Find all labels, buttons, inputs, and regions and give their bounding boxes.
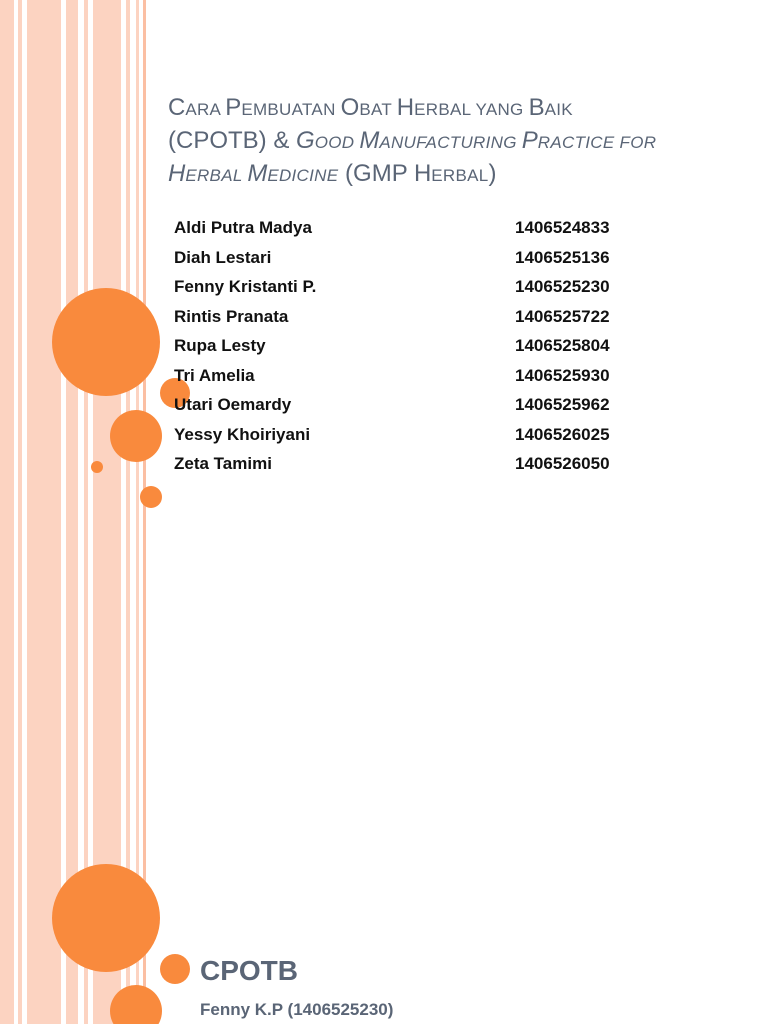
title-text-segment: H [396,94,415,121]
decorative-circle [52,288,160,396]
member-row [174,331,654,361]
title-text-segment: ERBAL [431,166,489,185]
title-text-segment: O [340,94,360,121]
member-row [174,302,654,332]
title-text-segment: P [225,94,242,121]
title-text-segment: M [247,160,268,187]
member-list [174,213,654,479]
stripe [18,0,22,1024]
title-text-segment: B [528,94,545,121]
decorative-circle [140,486,162,508]
decorative-circle [110,985,162,1024]
title-text-segment: C [168,94,186,121]
title-text-segment: OOD [314,133,360,152]
title-text-segment: EMBUATAN [241,100,341,119]
member-name: Tri Amelia [174,365,255,385]
member-id: 1406525230 [515,277,610,296]
decorative-circle [52,864,160,972]
stripe [143,0,146,1024]
stripe [27,0,61,1024]
slide-title [168,92,748,191]
section-subtitle: Fenny K.P (1406525230) [200,1000,394,1019]
member-name: Diah Lestari [174,247,272,267]
stripe [0,0,14,1024]
member-name: Zeta Tamimi [174,454,272,473]
title-text-segment: RACTICE FOR [537,133,657,152]
member-name: Fenny Kristanti P. [174,277,317,296]
decorative-circle [110,410,162,462]
member-row [174,361,654,391]
title-text-segment: ARA [185,100,226,119]
member-id: 1406525136 [515,247,610,267]
title-text-segment: P [521,127,538,154]
title-line-3 [168,158,748,191]
member-id: 1406525804 [515,336,610,355]
title-text-segment: H [168,160,186,187]
member-row [174,243,654,273]
title-text-segment: AIK [544,100,573,119]
member-name: Rupa Lesty [174,336,266,355]
member-id: 1406524833 [515,218,610,237]
title-text-segment: M [359,127,380,154]
member-name: Utari Oemardy [174,395,292,414]
member-name: Rintis Pranata [174,306,289,326]
title-text-segment: EDICINE [267,166,339,185]
title-text-segment: BAT [359,100,397,119]
member-name: Yessy Khoiriyani [174,424,311,444]
decorative-circle [91,461,103,473]
member-name: Aldi Putra Madya [174,218,312,237]
title-text-segment: G [296,127,315,154]
title-text-segment: ANUFACTURING [379,133,522,152]
member-row [174,390,654,420]
member-row [174,449,654,479]
member-id: 1406525962 [515,395,610,414]
title-line-2 [168,125,748,158]
stripe [66,0,78,1024]
title-text-segment: ) [488,160,497,187]
member-id: 1406526050 [515,454,610,473]
decorative-circle [160,954,190,984]
title-text-segment: ERBAL [185,166,248,185]
member-row [174,213,654,243]
title-text-segment: ERBAL YANG [414,100,529,119]
member-row [174,272,654,302]
member-id: 1406525930 [515,365,610,385]
title-text-segment: (CPOTB) & [168,127,297,154]
member-row [174,420,654,450]
title-text-segment: (GMP H [338,160,432,187]
member-id: 1406525722 [515,306,610,326]
member-id: 1406526025 [515,424,610,444]
title-line-1 [168,92,748,125]
stripe [136,0,139,1024]
section-title: CPOTB [200,955,298,986]
